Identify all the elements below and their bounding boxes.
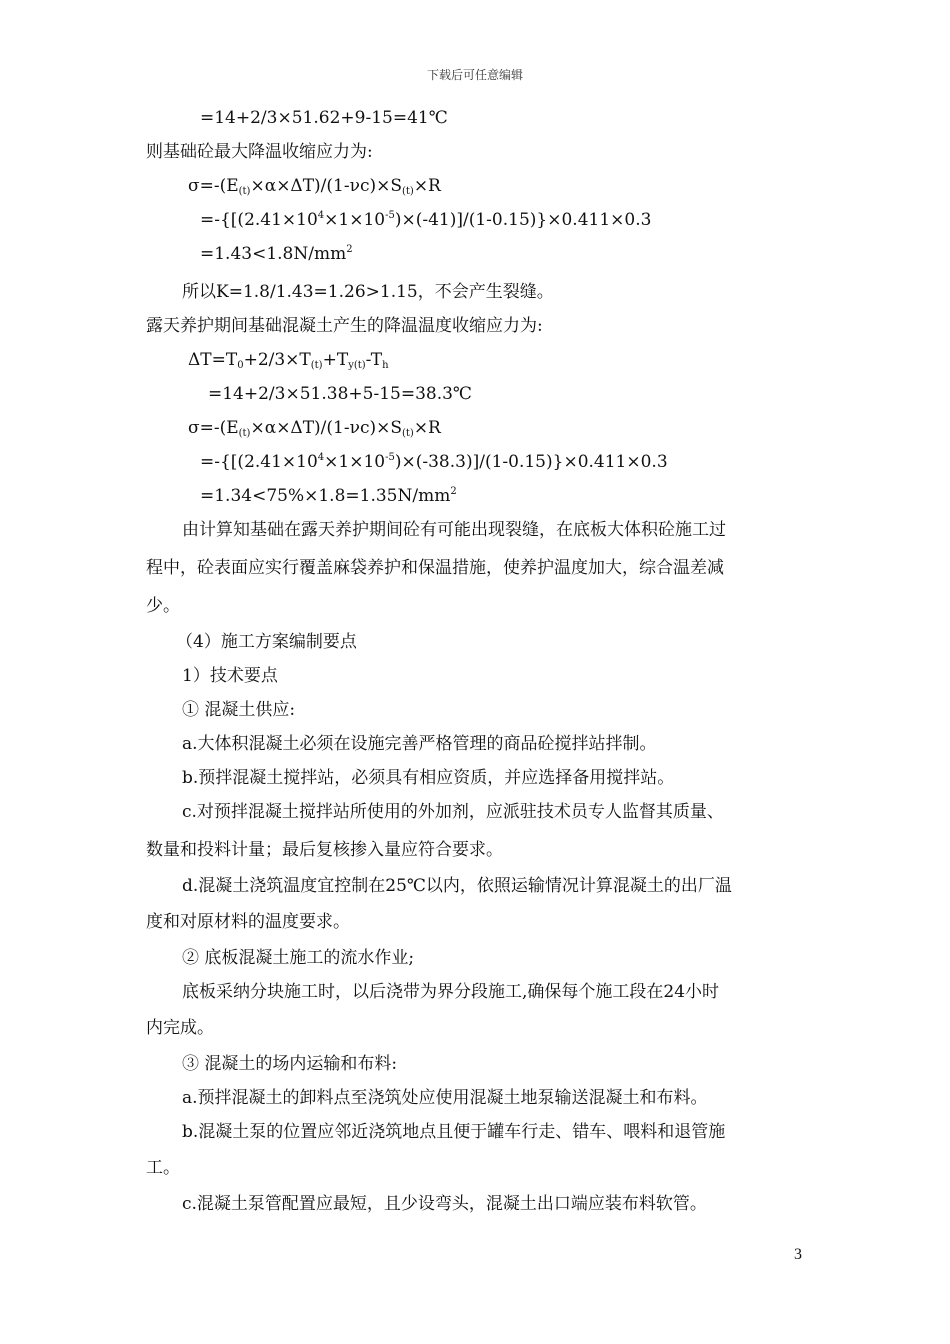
paragraph-line: 由计算知基础在露天养护期间砼有可能出现裂缝，在底板大体积砼施工过 bbox=[182, 520, 726, 540]
paragraph-line: a.预拌混凝土的卸料点至浇筑处应使用混凝土地泵输送混凝土和布料。 bbox=[182, 1088, 708, 1108]
paragraph-line: c.混凝土泵管配置应最短，且少设弯头，混凝土出口端应装布料软管。 bbox=[182, 1194, 707, 1214]
page-number: 3 bbox=[794, 1246, 802, 1263]
paragraph-line: 度和对原材料的温度要求。 bbox=[146, 912, 350, 932]
section-heading: （4）施工方案编制要点 bbox=[176, 632, 357, 652]
formula-line: $=1.43<1.8N/mm^2$ bbox=[200, 244, 353, 264]
paragraph-line: b.混凝土泵的位置应邻近浇筑地点且便于罐车行走、错车、喂料和退管施 bbox=[182, 1122, 726, 1142]
paragraph-line: 数量和投料计量；最后复核掺入量应符合要求。 bbox=[146, 840, 503, 860]
paragraph-line: a.大体积混凝土必须在设施完善严格管理的商品砼搅拌站拌制。 bbox=[182, 734, 657, 754]
formula-line: =14+2/3×51.62+9-15=41℃ bbox=[200, 108, 448, 128]
paragraph-line: b.预拌混凝土搅拌站，必须具有相应资质，并应选择备用搅拌站。 bbox=[182, 768, 675, 788]
formula-line: $=-\{[(2.41\times 10^4\times 1\times 10^{-5})\times(-41)]/(1-0.15)\}\times 0.411\times 0.3$ bbox=[200, 210, 652, 230]
item-heading: ① 混凝土供应: bbox=[182, 700, 296, 720]
paragraph-line: d.混凝土浇筑温度宜控制在25℃以内，依照运输情况计算混凝土的出厂温 bbox=[182, 876, 732, 896]
formula-line: $=-\{[(2.41\times 10^4\times 1\times 10^{-5})\times(-38.3)]/(1-0.15)\}\times 0.411\times 0.3$ bbox=[200, 452, 668, 472]
subsection-heading: 1）技术要点 bbox=[182, 666, 278, 686]
paragraph-line: 底板采纳分块施工时，以后浇带为界分段施工,确保每个施工段在24小时 bbox=[182, 982, 720, 1002]
paragraph-line: 程中，砼表面应实行覆盖麻袋养护和保温措施，使养护温度加大，综合温差减 bbox=[146, 558, 724, 578]
text-line: 所以K=1.8/1.43=1.26>1.15，不会产生裂缝。 bbox=[182, 282, 554, 302]
item-heading: ② 底板混凝土施工的流水作业; bbox=[182, 948, 415, 968]
item-heading: ③ 混凝土的场内运输和布料: bbox=[182, 1054, 398, 1074]
paragraph-line: 少。 bbox=[146, 596, 180, 616]
text-line: 露天养护期间基础混凝土产生的降温温度收缩应力为: bbox=[146, 316, 543, 336]
paragraph-line: 内完成。 bbox=[146, 1018, 214, 1038]
paragraph-line: 工。 bbox=[146, 1158, 180, 1178]
formula-line: $=1.34<75\%\times 1.8=1.35N/mm^2$ bbox=[200, 486, 457, 506]
text-line: 则基础砼最大降温收缩应力为: bbox=[146, 142, 373, 162]
formula-line: =14+2/3×51.38+5-15=38.3℃ bbox=[208, 384, 472, 404]
formula-line: $\Delta T=T_0+2/3\times T_{(t)}+T_{y(t)}-T_h$ bbox=[188, 350, 389, 371]
formula-line: $\sigma=-(E_{(t)}\times\alpha\times\Delta T)/(1-\nu c)\times S_{(t)}\times R$ bbox=[188, 418, 441, 439]
formula-line: $\sigma=-(E_{(t)}\times\alpha\times\Delta T)/(1-\nu c)\times S_{(t)}\times R$ bbox=[188, 176, 441, 197]
page-header: 下载后可任意编辑 bbox=[426, 68, 523, 82]
paragraph-line: c.对预拌混凝土搅拌站所使用的外加剂，应派驻技术员专人监督其质量、 bbox=[182, 802, 724, 822]
